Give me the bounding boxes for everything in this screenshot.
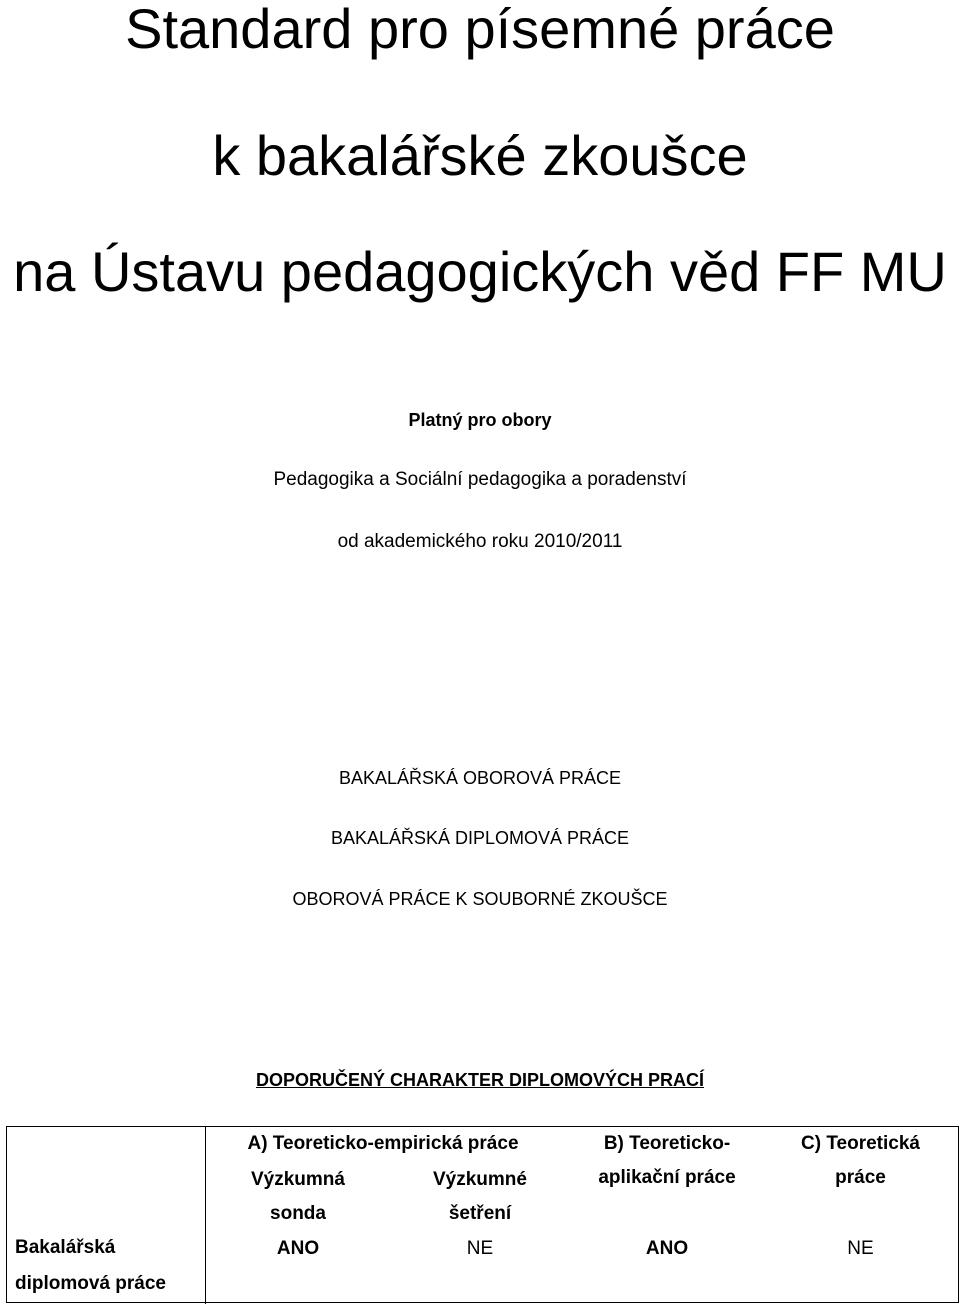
col-b-header-line1: B) Teoreticko-	[603, 1133, 731, 1154]
document-title-line-1: Standard pro písemné práce	[125, 0, 835, 60]
row-label-line1: Bakalářská	[15, 1237, 116, 1258]
row-label-line2: diplomová práce	[15, 1273, 166, 1294]
col-a-sub1-line1: Výzkumná	[251, 1169, 345, 1190]
validity-since: od akademického roku 2010/2011	[337, 531, 623, 552]
row-value-col-c: NE	[847, 1238, 874, 1259]
col-b-header-line2: aplikační práce	[598, 1167, 736, 1188]
document-title-line-2: k bakalářské zkoušce	[212, 124, 748, 187]
validity-fields: Pedagogika a Sociální pedagogika a poradenství	[273, 469, 687, 490]
work-type-1: BAKALÁŘSKÁ OBOROVÁ PRÁCE	[338, 768, 622, 788]
document-title-line-3: na Ústavu pedagogických věd FF MU	[13, 240, 947, 303]
row-value-col-a2: NE	[466, 1238, 494, 1259]
row-value-col-b: ANO	[645, 1238, 689, 1259]
col-a-sub2-line1: Výzkumné	[433, 1169, 527, 1190]
character-table	[6, 1126, 959, 1303]
col-a-sub1-line2: sonda	[270, 1203, 326, 1224]
section-heading	[0, 1068, 960, 1092]
col-c-header-line1: C) Teoretická	[801, 1133, 920, 1154]
row-value-col-a1: ANO	[276, 1238, 320, 1259]
section-heading-text: DOPORUČENÝ CHARAKTER DIPLOMOVÝCH PRACÍ	[255, 1070, 705, 1090]
col-a-sub2-line2: šetření	[448, 1203, 512, 1224]
work-type-2: BAKALÁŘSKÁ DIPLOMOVÁ PRÁCE	[330, 828, 630, 848]
col-c-header-line2: práce	[835, 1167, 886, 1188]
work-type-3: OBOROVÁ PRÁCE K SOUBORNÉ ZKOUŠCE	[292, 889, 668, 909]
validity-label: Platný pro obory	[408, 410, 552, 430]
col-a-header: A) Teoreticko-empirická práce	[247, 1133, 519, 1154]
